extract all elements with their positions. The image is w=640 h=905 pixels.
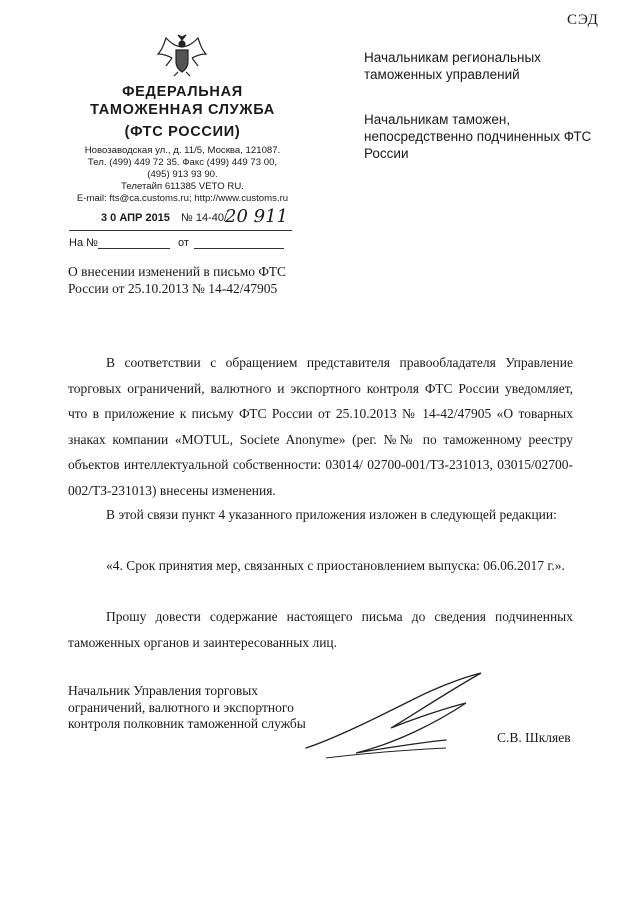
signature-icon <box>296 668 496 768</box>
org-title-line2: ТАМОЖЕННАЯ СЛУЖБА <box>90 102 275 118</box>
body-paragraph-2: В этой связи пункт 4 указанного приложения изложен в следующей редакции: <box>106 507 557 522</box>
signatory-title: Начальник Управления торговых ограничений, валютного и экспортного контроля полковник таможенной службы <box>68 683 306 731</box>
phone-line: Тел. (499) 449 72 35. Факс (499) 449 73 00, <box>87 157 278 168</box>
recipient-2: Начальникам таможен, непосредственно подчиненных ФТС России <box>364 112 592 161</box>
body-paragraph-1: В соответствии с обращением представителя правообладателя Управление торговых ограничений, валютного и экспортного контроля ФТС России уведомляет, что в приложение к письму ФТС России от 25.10.2013 № 14-42/47905 «О товарных знаках компании «MOTUL, Societe Anonyme» (рег. №№ по таможенному реестру объектов интеллектуальной собственности: 03014/ 02700-001/ТЗ-231013, 03015/02700-002/ТЗ-231013) внесены изменения. <box>68 355 573 498</box>
reference-date-label: от <box>178 237 189 249</box>
document-system-mark: СЭД <box>567 12 599 28</box>
eagle-emblem-icon <box>152 32 212 78</box>
registration-underline <box>69 230 292 231</box>
registration-date-stamp: 3 0 АПР 2015 <box>101 212 170 224</box>
registration-number-handwritten: 20 911 <box>225 206 288 227</box>
registration-number-prefix: № 14-40/ <box>181 212 228 224</box>
address-line: Новозаводская ул., д. 11/5, Москва, 121087. <box>84 145 281 156</box>
signatory-name: С.В. Шкляев <box>497 730 571 745</box>
phone-line-2: (495) 913 93 90. <box>147 169 218 180</box>
recipient-1: Начальникам региональных таможенных управлений <box>364 50 541 82</box>
reference-date-blank <box>194 248 284 249</box>
org-title-line1: ФЕДЕРАЛЬНАЯ <box>122 84 243 100</box>
letter-subject: О внесении изменений в письмо ФТС России от 25.10.2013 № 14-42/47905 <box>68 264 287 296</box>
body-paragraph-4: Прошу довести содержание настоящего письма до сведения подчиненных таможенных органов и заинтересованных лиц. <box>68 609 573 650</box>
teletype-line: Телетайп 611385 VETO RU. <box>121 181 244 192</box>
body-paragraph-3: «4. Срок принятия мер, связанных с приостановлением выпуска: 06.06.2017 г.». <box>106 558 565 573</box>
reference-number-blank <box>98 248 170 249</box>
org-title-line3: (ФТС РОССИИ) <box>124 124 241 140</box>
reference-number-label: На № <box>69 237 98 249</box>
email-line: E-mail: fts@ca.customs.ru; http://www.customs.ru <box>76 193 289 204</box>
